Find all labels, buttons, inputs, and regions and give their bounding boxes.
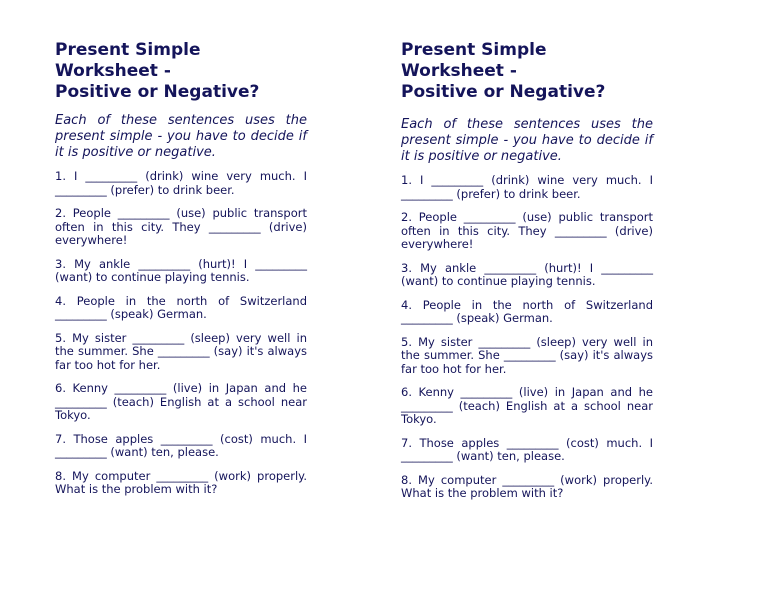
worksheet-title (55, 40, 307, 103)
question-5: 5. My sister _________ (sleep) very well in the summer. She _________ (say) it's always far too hot for her. (401, 334, 653, 376)
question-1: 1. I _________ (drink) wine very much. I _________ (prefer) to drink beer. (401, 173, 653, 201)
instructions: Each of these sentences uses the present simple - you have to decide if it is positive or negative. (401, 117, 653, 164)
question-8: 8. My computer _________ (work) properly. What is the problem with it? (55, 468, 307, 496)
question-4: 4. People in the north of Switzerland _________ (speak) German. (55, 293, 307, 321)
title-line-2: Positive or Negative? (55, 82, 260, 102)
question-1: 1. I _________ (drink) wine very much. I _________ (prefer) to drink beer. (55, 169, 307, 197)
question-3: 3. My ankle _________ (hurt)! I _________ (want) to continue playing tennis. (55, 256, 307, 284)
question-8: 8. My computer _________ (work) properly. What is the problem with it? (401, 472, 653, 500)
question-6: 6. Kenny _________ (live) in Japan and he _________ (teach) English at a school near Tokyo. (401, 385, 653, 426)
worksheet-right (401, 40, 653, 511)
question-4: 4. People in the north of Switzerland _________ (speak) German. (401, 297, 653, 325)
question-3: 3. My ankle _________ (hurt)! I _________ (want) to continue playing tennis. (401, 260, 653, 288)
question-7: 7. Those apples _________ (cost) much. I _________ (want) ten, please. (55, 431, 307, 459)
title-line-1: Present Simple Worksheet - (401, 40, 547, 81)
worksheet-title (401, 40, 653, 103)
title-line-2: Positive or Negative? (401, 82, 606, 102)
question-5: 5. My sister _________ (sleep) very well in the summer. She _________ (say) it's always far too hot for her. (55, 330, 307, 372)
question-6: 6. Kenny _________ (live) in Japan and he _________ (teach) English at a school near Tokyo. (55, 381, 307, 422)
question-7: 7. Those apples _________ (cost) much. I _________ (want) ten, please. (401, 435, 653, 463)
question-2: 2. People _________ (use) public transport often in this city. They _________ (drive) everywhere! (401, 210, 653, 251)
title-line-1: Present Simple Worksheet - (55, 40, 201, 81)
instructions: Each of these sentences uses the present simple - you have to decide if it is positive or negative. (55, 113, 307, 160)
worksheet-left (55, 40, 307, 507)
question-2: 2. People _________ (use) public transport often in this city. They _________ (drive) everywhere! (55, 206, 307, 247)
